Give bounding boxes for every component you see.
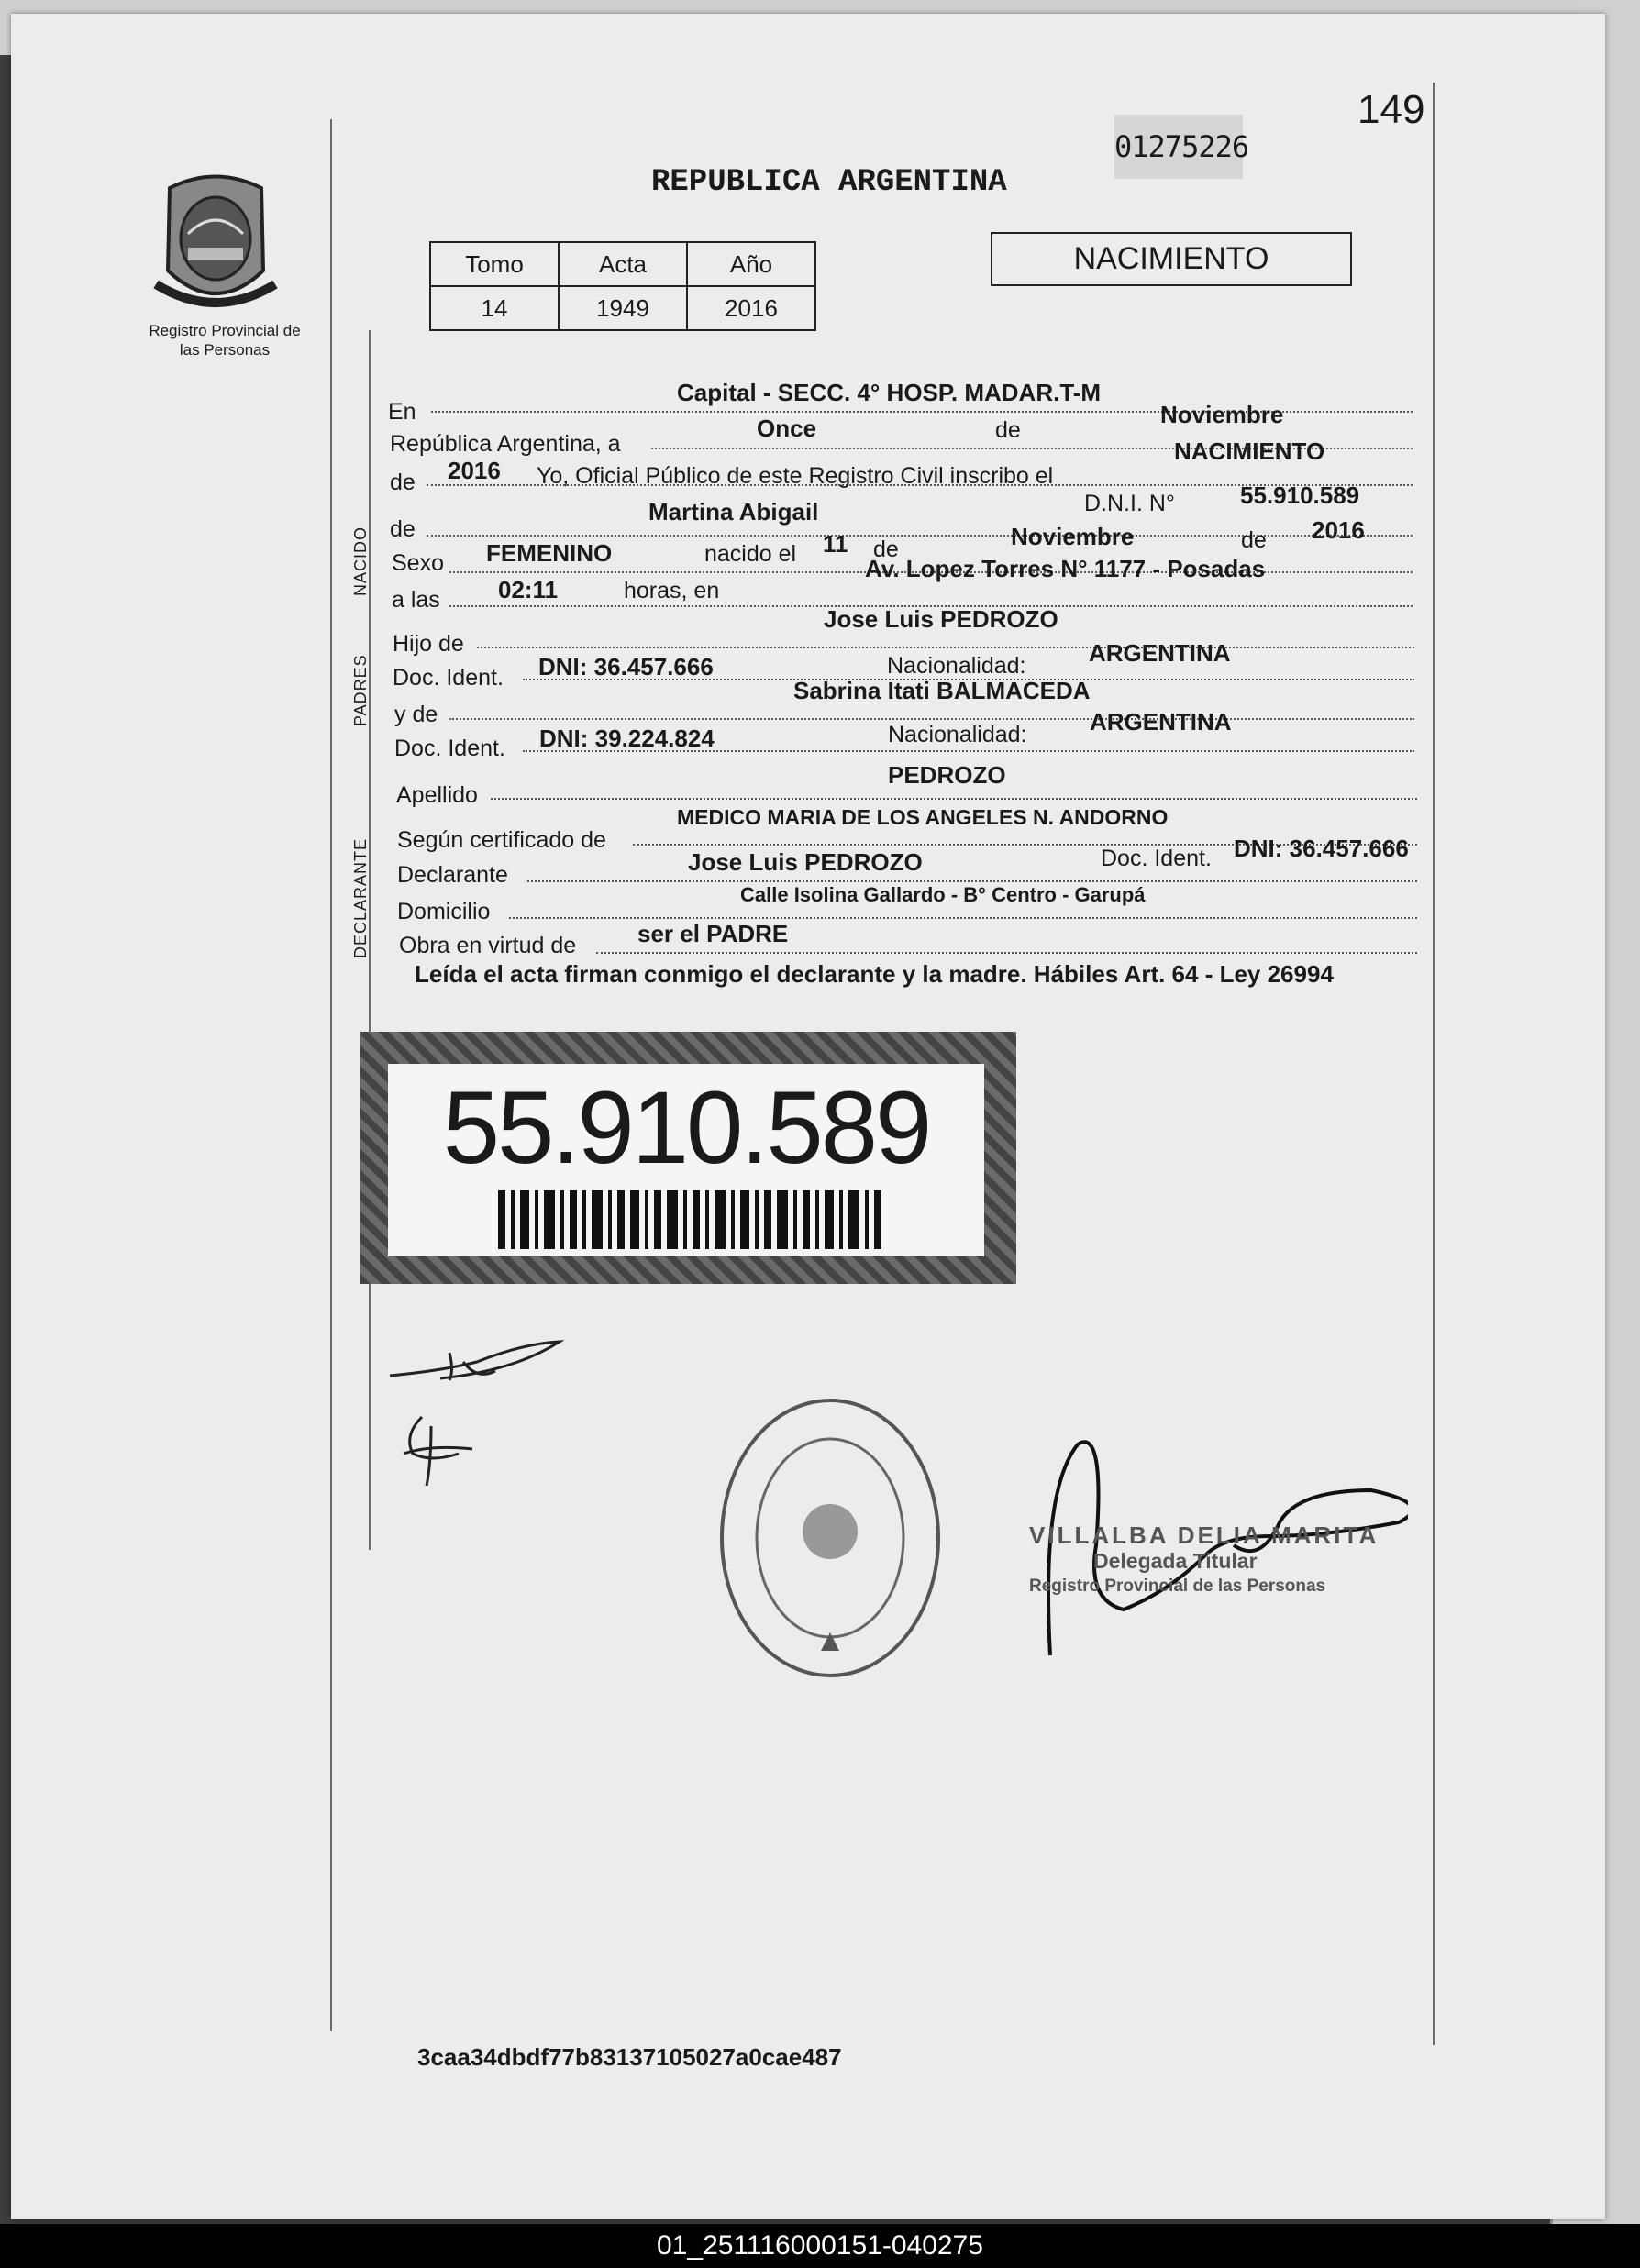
mother-nationality: ARGENTINA: [1090, 708, 1232, 736]
obra-label: Obra en virtud de: [399, 933, 577, 958]
child-name: Martina Abigail: [648, 498, 819, 526]
en-label: En: [388, 399, 416, 425]
footer-id: 01_251116000151-040275: [0, 2224, 1640, 2268]
child-dni: 55.910.589: [1240, 481, 1360, 509]
registration-month: Noviembre: [1160, 401, 1284, 428]
acta-header: Acta: [559, 242, 687, 286]
provincial-seal-icon: [151, 170, 280, 316]
declarant-capacity: ser el PADRE: [637, 920, 789, 947]
country-title: REPUBLICA ARGENTINA: [651, 165, 1007, 200]
dni-label: D.N.I. N°: [1084, 491, 1175, 516]
birth-month: Noviembre: [1011, 523, 1135, 550]
child-sex: FEMENINO: [486, 539, 613, 567]
official-stamp-icon: [715, 1394, 945, 1683]
inscribo-text: Yo, Oficial Público de este Registro Civil inscribo el: [537, 463, 1054, 489]
declarant-address: Calle Isolina Gallardo - B° Centro - Garupá: [740, 883, 1146, 906]
acta-value: 1949: [559, 286, 687, 330]
father-doc-label: Doc. Ident.: [393, 665, 504, 691]
registration-place: Capital - SECC. 4° HOSP. MADAR.T-M: [677, 379, 1102, 406]
birth-year: 2016: [1312, 516, 1365, 544]
declarant-doc-label: Doc. Ident.: [1101, 846, 1212, 871]
inscribo-value: NACIMIENTO: [1174, 437, 1325, 465]
registration-year: 2016: [448, 457, 501, 484]
birth-day: 11: [823, 530, 848, 558]
birth-place: Av. Lopez Torres N° 1177 - Posadas: [865, 555, 1266, 582]
declarant-name: Jose Luis PEDROZO: [688, 848, 923, 876]
delegate-title: Delegada Titular: [1093, 1549, 1258, 1573]
mother-nationality-label: Nacionalidad:: [888, 722, 1027, 747]
section-declarante: DECLARANTE: [351, 837, 370, 958]
delegate-stamp: [1029, 1522, 1379, 1599]
tomo-value: 14: [430, 286, 559, 330]
certificate-label: Según certificado de: [397, 827, 606, 853]
ano-value: 2016: [687, 286, 815, 330]
birth-de-label: de: [873, 537, 899, 562]
dni-sticker: [360, 1032, 1016, 1284]
seal-caption: Registro Provincial de las Personas: [149, 322, 301, 359]
barcode-icon: [498, 1190, 883, 1249]
hijo-de-label: Hijo de: [393, 631, 464, 657]
frame-line-left: [330, 119, 332, 2031]
father-doc: DNI: 36.457.666: [538, 653, 714, 680]
a-las-label: a las: [392, 587, 440, 613]
father-nationality-label: Nacionalidad:: [887, 653, 1026, 679]
declarante-label: Declarante: [397, 862, 508, 888]
sexo-label: Sexo: [392, 550, 444, 576]
de-label: de: [995, 417, 1021, 443]
signature-declarant-icon: [385, 1334, 569, 1389]
father-name: Jose Luis PEDROZO: [824, 605, 1058, 633]
father-nationality: ARGENTINA: [1089, 639, 1231, 667]
record-reference-table: [429, 241, 816, 331]
section-nacido: NACIDO: [351, 526, 370, 596]
surname: PEDROZO: [888, 761, 1006, 789]
record-type-box: NACIMIENTO: [991, 232, 1352, 286]
year-label: de: [390, 470, 416, 495]
registration-day: Once: [757, 415, 817, 442]
birth-de-label-2: de: [1241, 527, 1267, 553]
delegate-name: VILLALBA DELIA MARITA: [1029, 1521, 1380, 1549]
republica-label: República Argentina, a: [390, 431, 621, 457]
signature-mother-icon: [394, 1408, 477, 1490]
apellido-label: Apellido: [396, 782, 478, 808]
domicilio-label: Domicilio: [397, 899, 491, 924]
sticker-number: 55.910.589: [442, 1070, 930, 1185]
mother-name: Sabrina Itati BALMACEDA: [793, 677, 1091, 704]
document-hash: 3caa34dbdf77b83137105027a0cae487: [417, 2043, 842, 2071]
nacido-de-label: de: [390, 516, 416, 542]
ano-header: Año: [687, 242, 815, 286]
nacido-el-label: nacido el: [704, 541, 797, 567]
closing-statement: Leída el acta firman conmigo el declarante y la madre. Hábiles Art. 64 - Ley 26994: [415, 960, 1334, 988]
page-number: 149: [1357, 87, 1425, 132]
frame-line-right: [1433, 83, 1435, 2045]
birth-time: 02:11: [498, 576, 559, 603]
y-de-label: y de: [394, 702, 438, 727]
delegate-office: Registro Provincial de las Personas: [1029, 1577, 1326, 1596]
tomo-header: Tomo: [430, 242, 559, 286]
certificate-issuer: MEDICO MARIA DE LOS ANGELES N. ANDORNO: [677, 805, 1169, 829]
declarant-doc: DNI: 36.457.666: [1234, 835, 1409, 862]
mother-doc: DNI: 39.224.824: [539, 725, 715, 752]
horas-label: horas, en: [624, 578, 720, 603]
mother-doc-label: Doc. Ident.: [394, 736, 505, 761]
section-padres: PADRES: [351, 654, 370, 726]
serial-number: 01275226: [1114, 115, 1243, 179]
